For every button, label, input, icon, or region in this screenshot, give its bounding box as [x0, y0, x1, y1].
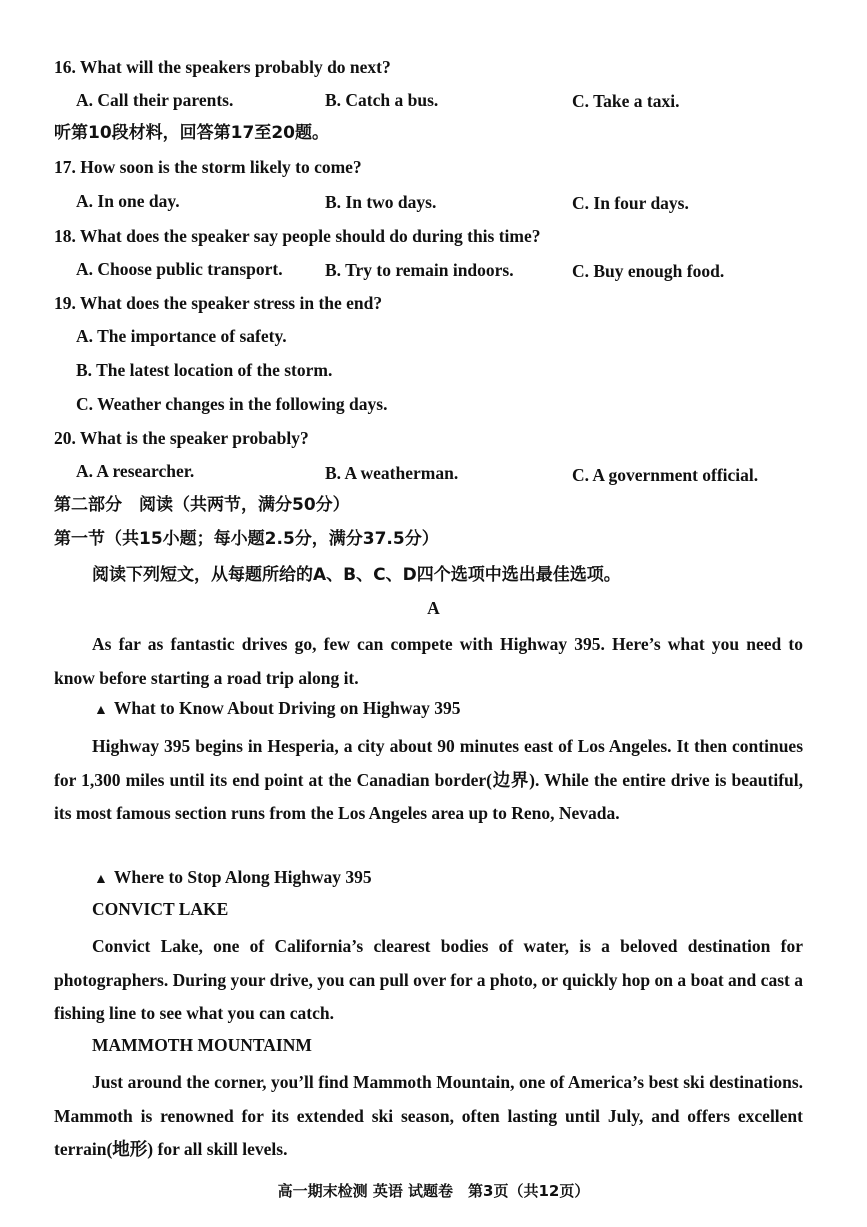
question-16: 16. What will the speakers probably do next? — [54, 57, 391, 77]
q17-option-a: A. In one day. — [76, 191, 180, 211]
q16-option-a: A. Call their parents. — [76, 90, 234, 110]
question-19: 19. What does the speaker stress in the end? — [54, 293, 383, 313]
subheading-mammoth: MAMMOTH MOUNTAINM — [92, 1035, 312, 1055]
section-10-instruction: 听第10段材料，回答第17至20题。 — [54, 123, 329, 143]
question-18: 18. What does the speaker say people should do during this time? — [54, 226, 541, 246]
question-20: 20. What is the speaker probably? — [54, 428, 309, 448]
q20-option-c: C. A government official. — [572, 465, 759, 485]
q16-option-c: C. Take a taxi. — [572, 91, 680, 111]
paragraph-highway-route: Highway 395 begins in Hesperia, a city about 90 minutes east of Los Angeles. It then continues for 1,300 miles until its end point at the Canadian border(边界). While the entire drive is beautiful, its most famous section runs from the Los Angeles area up to Reno, Nevada. — [54, 736, 803, 823]
q18-option-b: B. Try to remain indoors. — [325, 260, 514, 280]
question-17: 17. How soon is the storm likely to come? — [54, 157, 362, 177]
reading-instruction: 阅读下列短文，从每题所给的A、B、C、D四个选项中选出最佳选项。 — [92, 565, 621, 585]
q16-option-b: B. Catch a bus. — [325, 90, 439, 110]
paragraph-convict-lake: Convict Lake, one of California’s clearest bodies of water, is a beloved destination for photographers. During your drive, you can pull over for a photo, or quickly hop on a boat and cast a fishing line to see what you can catch. — [54, 936, 803, 1023]
heading-driving-text: What to Know About Driving on Highway 395 — [113, 698, 461, 718]
passage-label: A — [427, 598, 440, 618]
q19-option-a: A. The importance of safety. — [76, 326, 287, 346]
part-two-title: 第二部分 阅读（共两节，满分50分） — [54, 495, 350, 515]
q19-option-c: C. Weather changes in the following days. — [76, 394, 388, 414]
q20-option-b: B. A weatherman. — [325, 463, 459, 483]
q18-option-c: C. Buy enough food. — [572, 261, 725, 281]
intro-paragraph: As far as fantastic drives go, few can compete with Highway 395. Here’s what you need to know before starting a road trip along it. — [54, 634, 803, 688]
paragraph-mammoth: Just around the corner, you’ll find Mammoth Mountain, one of America’s best ski destinations. Mammoth is renowned for its extended ski season, often lasting until July, and offers excellent terrain(地形) for all skill levels. — [54, 1072, 803, 1159]
q17-option-c: C. In four days. — [572, 193, 689, 213]
q20-option-a: A. A researcher. — [76, 461, 195, 481]
heading-stops-text: Where to Stop Along Highway 395 — [113, 867, 372, 887]
q17-option-b: B. In two days. — [325, 192, 437, 212]
heading-stops — [94, 866, 372, 891]
page-footer: 高一期末检测 英语 试题卷 第3页（共12页） — [277, 1182, 590, 1200]
section-one-title: 第一节（共15小题；每小题2.5分，满分37.5分） — [54, 529, 439, 549]
heading-driving — [94, 697, 461, 722]
triangle-icon: ▲ — [94, 872, 108, 887]
triangle-icon: ▲ — [94, 703, 108, 718]
q18-option-a: A. Choose public transport. — [76, 259, 283, 279]
subheading-convict-lake: CONVICT LAKE — [92, 899, 229, 919]
q19-option-b: B. The latest location of the storm. — [76, 360, 333, 380]
